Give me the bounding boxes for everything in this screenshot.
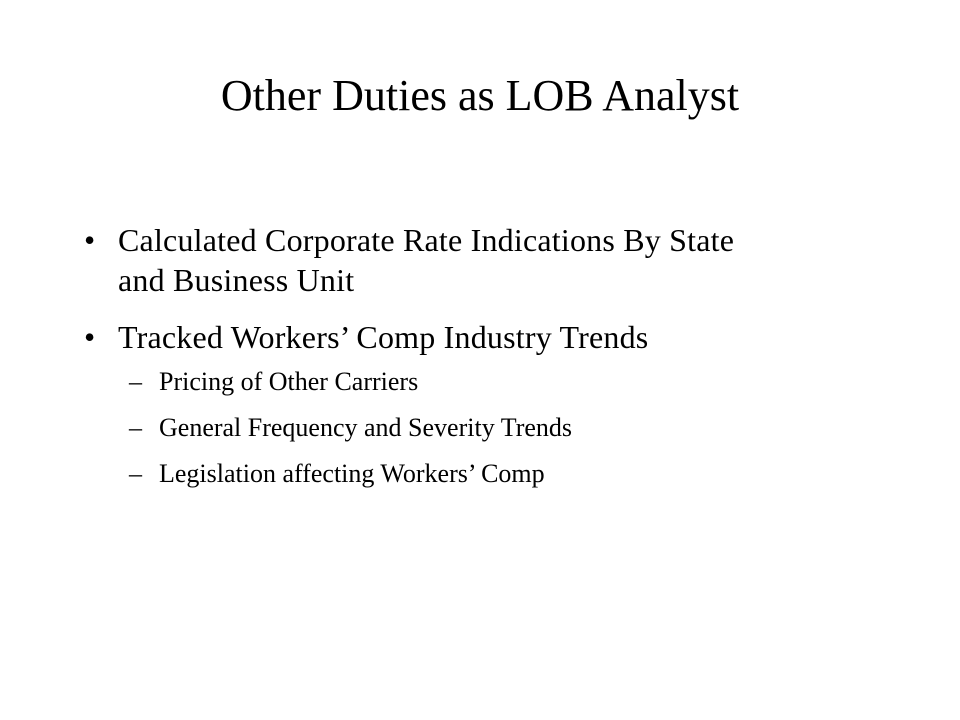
bullet-text: Tracked Workers’ Comp Industry Trends xyxy=(118,319,649,355)
sub-bullet-item xyxy=(84,367,884,397)
sub-bullet-item xyxy=(84,459,884,489)
sub-bullet-item xyxy=(84,413,884,443)
sub-bullet-text: Pricing of Other Carriers xyxy=(159,367,419,396)
bullet-list xyxy=(84,220,884,505)
sub-bullet-text: General Frequency and Severity Trends xyxy=(159,413,573,442)
dash-marker: – xyxy=(129,367,142,396)
sub-bullet-list xyxy=(84,367,884,489)
bullet-item xyxy=(84,317,884,357)
slide-title: Other Duties as LOB Analyst xyxy=(220,71,740,120)
dash-marker: – xyxy=(129,413,142,442)
bullet-text-line: Calculated Corporate Rate Indications By State xyxy=(118,222,735,258)
bullet-marker: • xyxy=(84,222,96,258)
dash-marker: – xyxy=(129,459,142,488)
sub-bullet-text: Legislation affecting Workers’ Comp xyxy=(159,459,545,488)
bullet-text-line: and Business Unit xyxy=(118,262,355,298)
bullet-marker: • xyxy=(84,319,96,355)
bullet-item xyxy=(84,220,884,300)
